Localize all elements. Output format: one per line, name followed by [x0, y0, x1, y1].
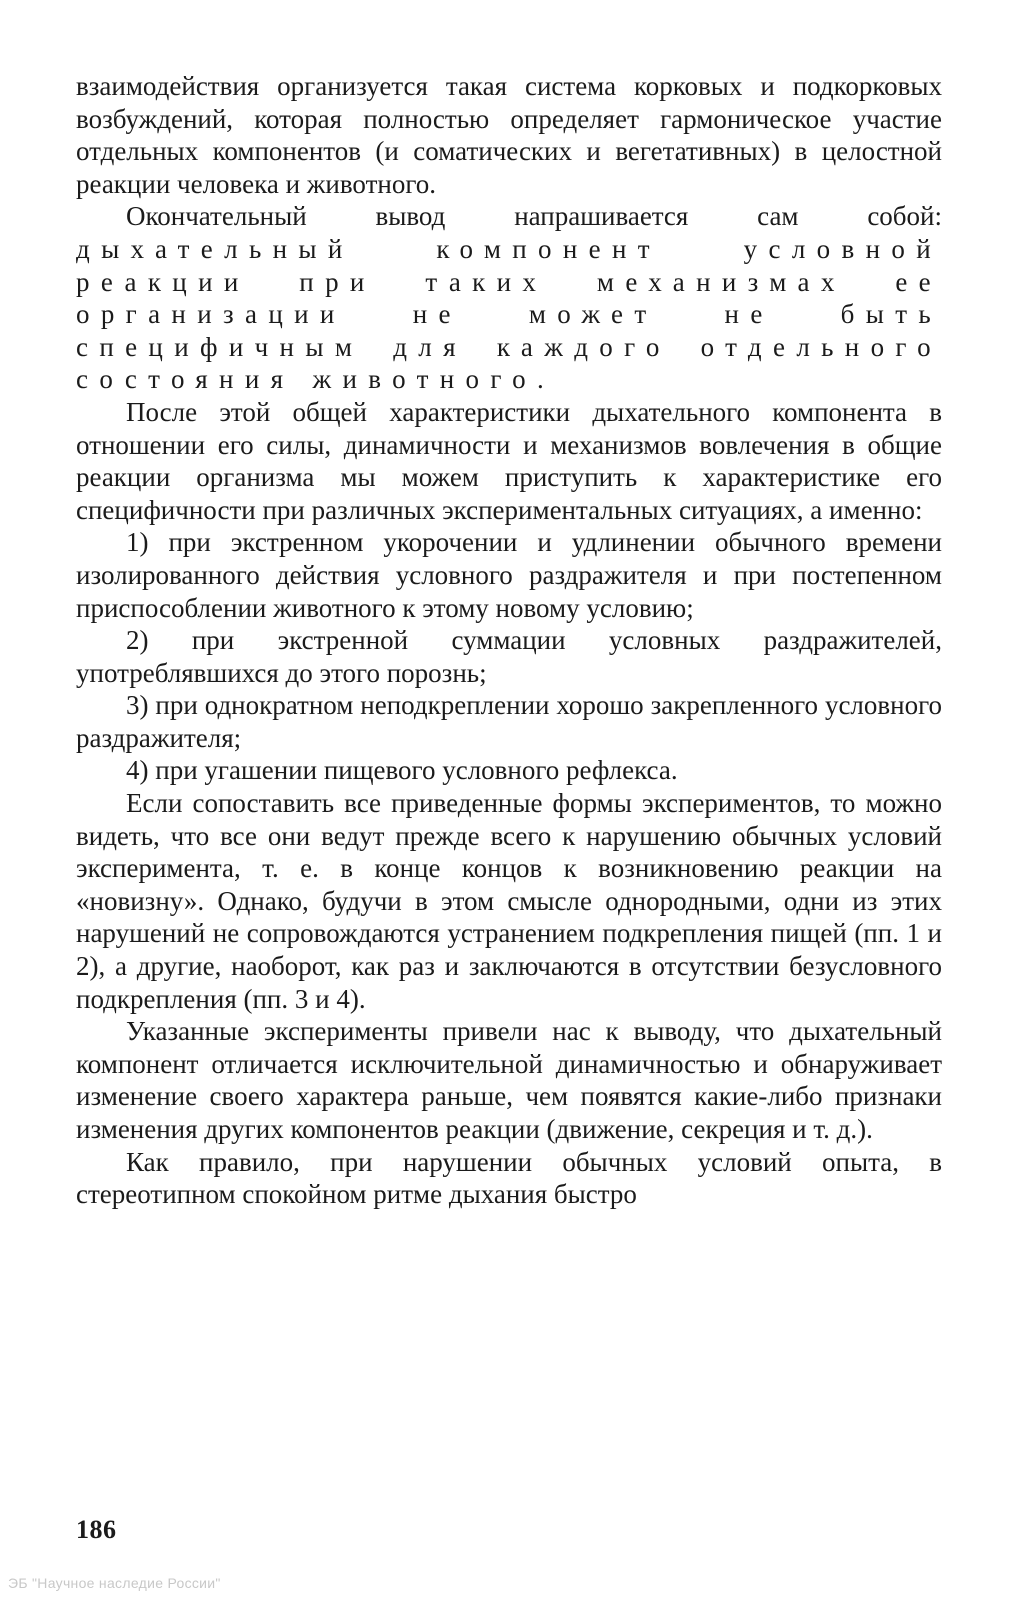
paragraph-3: После этой общей характеристики дыхательного компонента в отношении его силы, динамичности и механизмов вовлечения в общие реакции организма мы можем приступить к характеристике его специфичности при различных экспериментальных ситуациях, а именно:: [76, 396, 942, 525]
paragraph-1: взаимодействия организуется такая система корковых и подкорковых возбуждений, которая полностью определяет гармоническое участие отдельных компонентов (и соматических и вегетативных) в целостной реакции человека и животного.: [76, 71, 942, 199]
paragraph-5: Указанные эксперименты привели нас к выводу, что дыхательный компонент отличается исключительной динамичностью и обнаруживает изменение своего характера раньше, чем появятся какие-либо признаки изменения других компонентов реакции (движение, секреция и т. д.).: [76, 1016, 942, 1144]
list-item-3: 3) при однократном неподкреплении хорошо закрепленного условного раздражителя;: [76, 690, 942, 753]
list-item-1: 1) при экстренном укорочении и удлинении обычного времени изолированного действия условного раздражителя и при постепенном приспособлении животного к этому новому условию;: [76, 527, 942, 623]
paragraph-4: Если сопоставить все приведенные формы экспериментов, то можно видеть, что все они ведут прежде всего к нарушению обычных условий эксперимента, т. е. в конце концов к возникновению реакции на «новизну». Однако, будучи в этом смысле однородными, одни из этих нарушений не сопровождаются устранением подкрепления пищей (пп. 1 и 2), а другие, наоборот, как раз и заключаются в отсутствии безусловного подкрепления (пп. 3 и 4).: [76, 788, 942, 1014]
paragraph-6: Как правило, при нарушении обычных условий опыта, в стереотипном спокойном ритме дыхания быстро: [76, 1146, 942, 1210]
page-body: [76, 70, 942, 1211]
list-item-4: 4) при угашении пищевого условного рефлекса.: [126, 755, 678, 786]
paragraph-2-lead: Окончательный вывод напрашивается сам собой:: [126, 201, 942, 232]
paragraph-2-spaced-conclusion: дыхательный компонент условной реакции при таких механизмах ее организации не может не быть специфичным для каждого отдельного состояния животного.: [76, 233, 942, 395]
list-item-2: 2) при экстренной суммации условных раздражителей, употреблявшихся до этого порознь;: [76, 625, 942, 688]
paragraph-2: [76, 200, 942, 396]
page-number: 186: [76, 1515, 117, 1544]
watermark: ЭБ "Научное наследие России": [8, 1575, 221, 1591]
